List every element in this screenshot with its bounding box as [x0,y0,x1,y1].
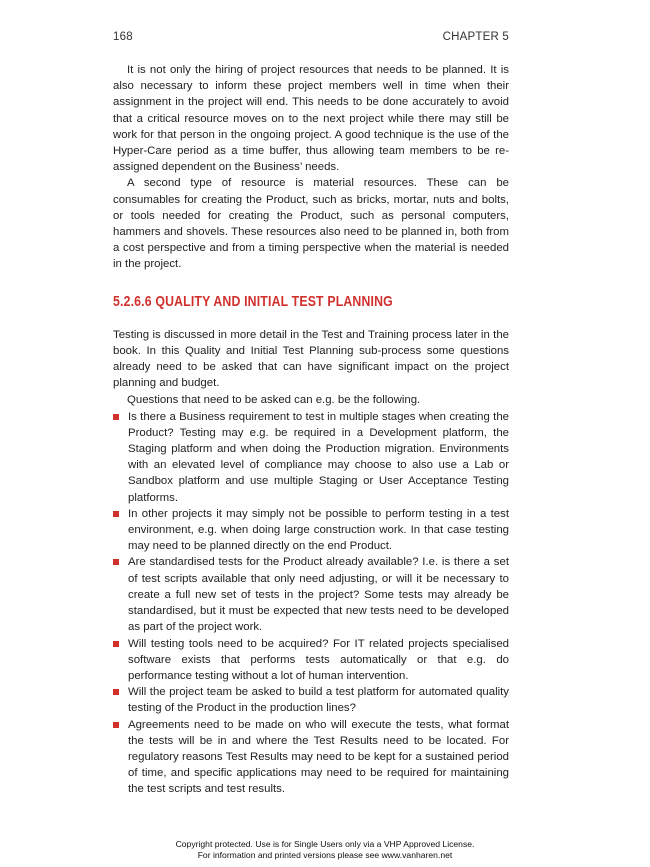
list-item-text: Is there a Business requirement to test in multiple stages when creating the Product? Testing may e.g. be required in a Development platform, the Staging platform and when doing the Production migration. Environments with an elevated level of compliance may choose to also use a Lab or Sandbox platform and use multiple Staging or User Acceptance Testing platforms. [128,410,509,504]
copyright-footer [0,839,650,860]
list-item [113,409,509,506]
list-item [113,506,509,555]
body-paragraph-2: A second type of resource is material resources. These can be consumables for creating the Product, such as bricks, mortar, nuts and bolts, or tools needed for creating the Product, such as personal computers, hammers and shovels. These resources also need to be planned in, both from a cost perspective and from a timing perspective when the material is needed in the project. [113,177,509,271]
square-bullet-icon [113,641,119,647]
page-header [113,31,509,43]
square-bullet-icon [113,414,119,420]
square-bullet-icon [113,722,119,728]
section-intro: Testing is discussed in more detail in the Test and Training process later in the book. In this Quality and Initial Test Planning sub-process some questions already need to be asked that can have significant impact on the project planning and budget. [113,328,509,390]
footer-line-2: For information and printed versions please see www.vanharen.net [197,849,453,860]
questions-intro: Questions that need to be asked can e.g. be the following. [127,394,421,407]
list-item [113,554,509,635]
list-item-text: In other projects it may simply not be possible to perform testing in a test environment, e.g. when doing large construction work. In that case testing may need to be planned directly on the end Product. [128,507,509,553]
square-bullet-icon [113,511,119,517]
footer-line-1: Copyright protected. Use is for Single Users only via a VHP Approved License. [175,839,475,849]
square-bullet-icon [113,559,119,565]
list-item [113,636,509,685]
body-paragraph-1: It is not only the hiring of project resources that needs to be planned. It is also necessary to inform these project members well in time when their assignment in the project will end. This needs to be done accurately to avoid that a critical resource moves on to the next project while there may still be work for that person in the ongoing project. A good technique is the use of the Hyper-Care period as a time buffer, thus allowing team members to be re-assigned dependent on the Business’ needs. [113,64,509,174]
list-item-text: Agreements need to be made on who will execute the tests, what format the tests will be in and where the Test Results need to be located. For regulatory reasons Test Results may need to be kept for a sustained period of time, and specific applications may need to be required for maintaining the test scripts and test results. [128,718,509,796]
page-number: 168 [113,31,133,43]
list-item [113,684,509,716]
page-body [113,62,509,798]
list-item-text: Are standardised tests for the Product already available? I.e. is there a set of test scripts available that only need adjusting, or will it be necessary to create a full new set of tests in the project? Some tests may already be standardised, but it must be expected that new tests need to be developed as part of the project work. [128,556,509,634]
list-item-text: Will the project team be asked to build a test platform for automated quality testing of the Product in the production lines? [128,686,509,715]
section-heading: 5.2.6.6 QUALITY AND INITIAL TEST PLANNING [113,292,393,310]
question-list [113,409,509,798]
list-item [113,717,509,798]
square-bullet-icon [113,689,119,695]
chapter-label: CHAPTER 5 [442,31,509,43]
list-item-text: Will testing tools need to be acquired? For IT related projects specialised software exists that performs tests automatically or that e.g. do performance testing without a lot of human intervention. [128,637,509,682]
